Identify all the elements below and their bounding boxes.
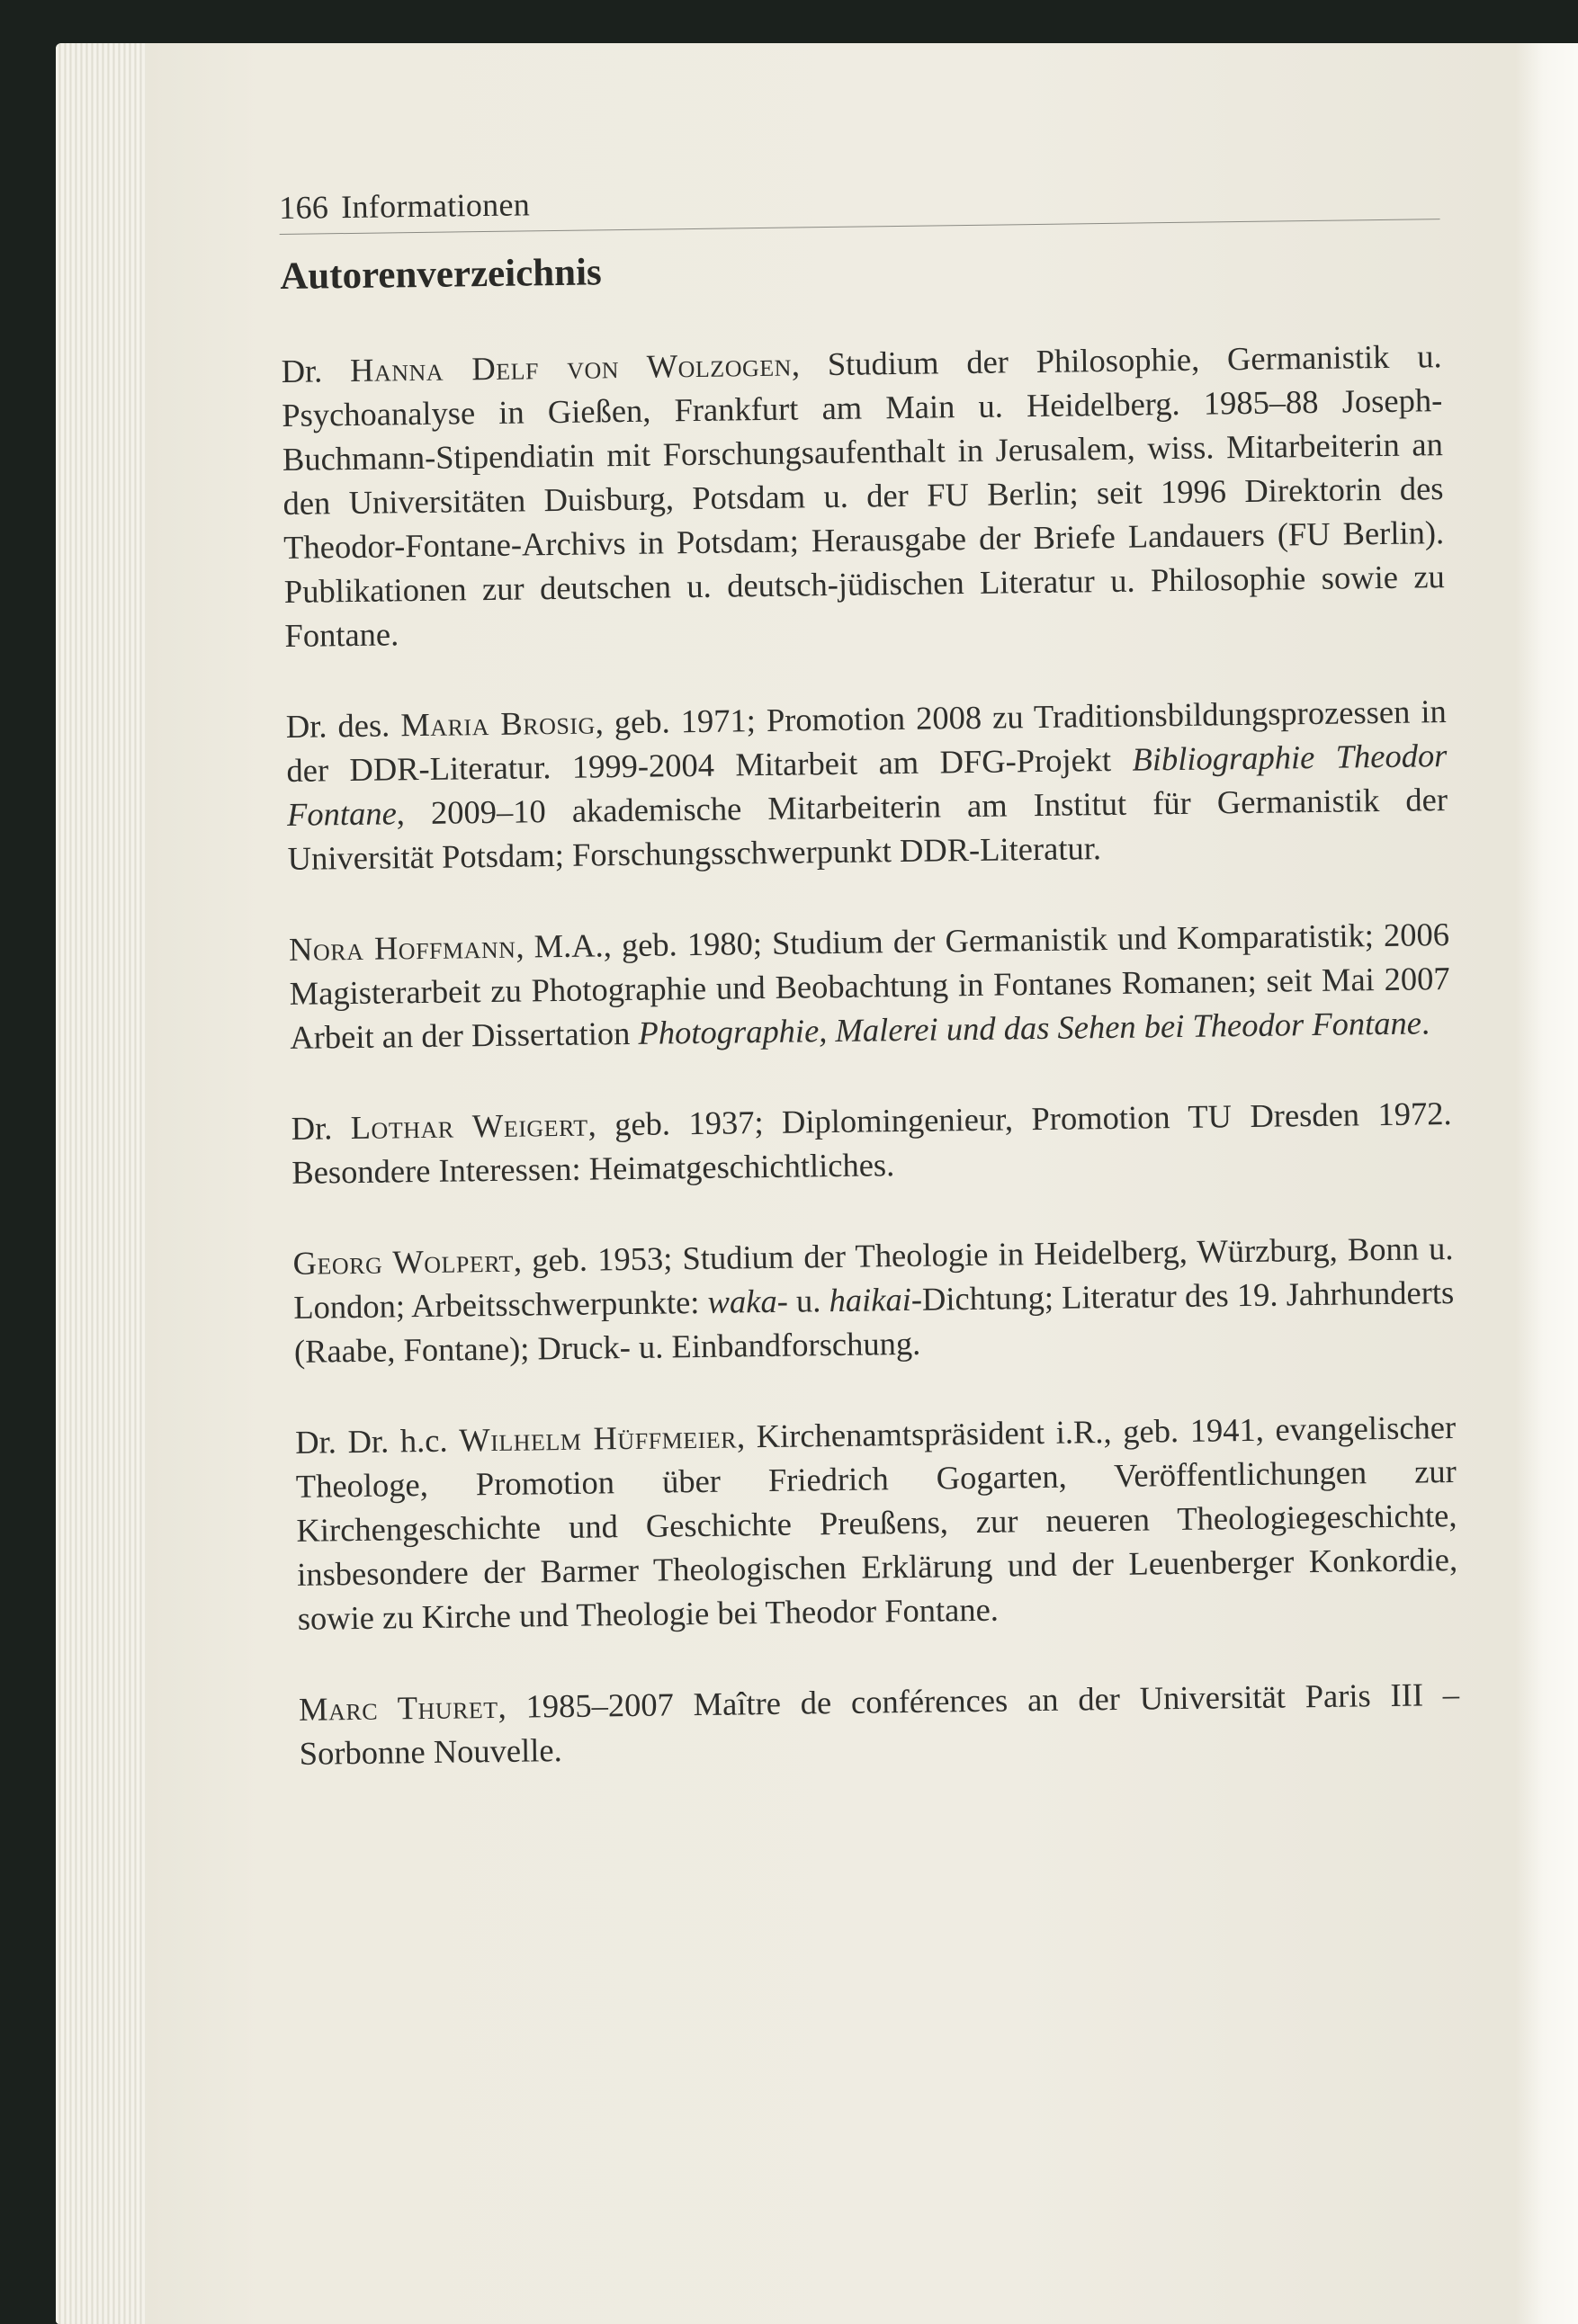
author-bio: u.	[787, 1282, 829, 1319]
author-name: Wilhelm Hüffmeier	[458, 1417, 738, 1459]
author-name: Nora Hoffmann	[288, 927, 516, 968]
author-name: Lothar Weigert	[350, 1105, 588, 1147]
work-title: Bibliographie Theodor Fontane	[286, 737, 1448, 833]
author-bio: , geb. 1971; Promotion 2008 zu Traditionsbildungsprozessen in der DDR-Literatur. 1999-2004 Mitarbeit am DFG-Projekt	[286, 693, 1447, 789]
author-bio: , Kirchenamtspräsident i.R., geb. 1941, evangelischer Theologe, Promotion über Friedrich Gogarten, Veröffentlichungen zur Kirchengeschichte und Geschichte Preußens, zur neueren Theologiegeschichte, insbesondere der Barmer Theologischen Erklärung und der Leuenberger Konkordie, sowie zu Kirche und Theologie bei Theodor Fontane.	[295, 1408, 1458, 1637]
spine-shadow	[1515, 43, 1578, 2324]
author-prefix: Dr.	[291, 1109, 351, 1147]
running-head-section: Informationen	[340, 186, 531, 226]
page-edges	[56, 43, 155, 2324]
author-bio: .	[1421, 1004, 1430, 1041]
page-number: 166	[279, 189, 329, 226]
author-bio: , geb. 1937; Diplomingenieur, Promotion TU Dresden 1972. Besondere Interessen: Heimatgeschichtliches.	[291, 1095, 1452, 1191]
author-entry-brosig	[286, 689, 1448, 880]
work-title: Photographie, Malerei und das Sehen bei Theodor Fontane	[638, 1004, 1422, 1051]
author-bio: , 1985–2007 Maître de conférences an der Universität Paris III – Sorbonne Nouvelle.	[299, 1675, 1460, 1772]
author-name: Hanna Delf von Wolzogen	[349, 345, 793, 389]
author-prefix: Dr.	[281, 351, 351, 389]
italic-term: waka-	[707, 1282, 789, 1320]
author-entry-hueffmeier	[295, 1405, 1458, 1640]
author-name: Georg Wolpert	[292, 1241, 515, 1282]
author-prefix: Dr. des.	[285, 706, 401, 745]
page-content	[279, 174, 1461, 1822]
author-entry-hoffmann	[289, 912, 1451, 1059]
author-entry-weigert	[291, 1091, 1452, 1194]
author-prefix: Dr. Dr. h.c.	[294, 1421, 460, 1461]
author-entry-delf-von-wolzogen	[281, 334, 1445, 657]
author-entry-wolpert	[292, 1226, 1455, 1373]
author-bio: , Studium der Philosophie, Germanistik u. Psychoanalyse in Gießen, Frankfurt am Main u. Heidelberg. 1985–88 Joseph-Buchmann-Stipendiatin mit Forschungsaufenthalt in Jerusalem, wiss. Mitarbeiterin an den Universitäten Duisburg, Potsdam u. der FU Berlin; seit 1996 Direktorin des Theodor-Fontane-Archivs in Potsdam; Herausgabe der Briefe Landauers (FU Berlin). Publikationen zur deutschen u. deutsch-jüdischen Literatur u. Philosophie sowie zu Fontane.	[282, 337, 1446, 654]
section-title: Autorenverzeichnis	[279, 251, 603, 298]
author-name: Maria Brosig	[400, 703, 596, 744]
italic-term: haikai	[829, 1280, 912, 1319]
author-bio: , 2009–10 akademische Mitarbeiterin am Institut für Germanistik der Universität Potsdam; Forschungsschwerpunkt DDR-Literatur.	[287, 781, 1448, 877]
author-bio: , geb. 1953; Studium der Theologie in Heidelberg, Würzburg, Bonn u. London; Arbeitsschwerpunkte:	[293, 1229, 1454, 1326]
author-bio: , M.A., geb. 1980; Studium der Germanistik und Komparatistik; 2006 Magisterarbeit zu Photographie und Beobachtung in Fontanes Romanen; seit Mai 2007 Arbeit an der Dissertation	[289, 916, 1450, 1056]
author-bio: -Dichtung; Literatur des 19. Jahrhunderts (Raabe, Fontane); Druck- u. Einbandforschung.	[293, 1274, 1455, 1370]
author-entry-thuret	[299, 1672, 1460, 1775]
author-name: Marc Thuret	[298, 1687, 498, 1728]
